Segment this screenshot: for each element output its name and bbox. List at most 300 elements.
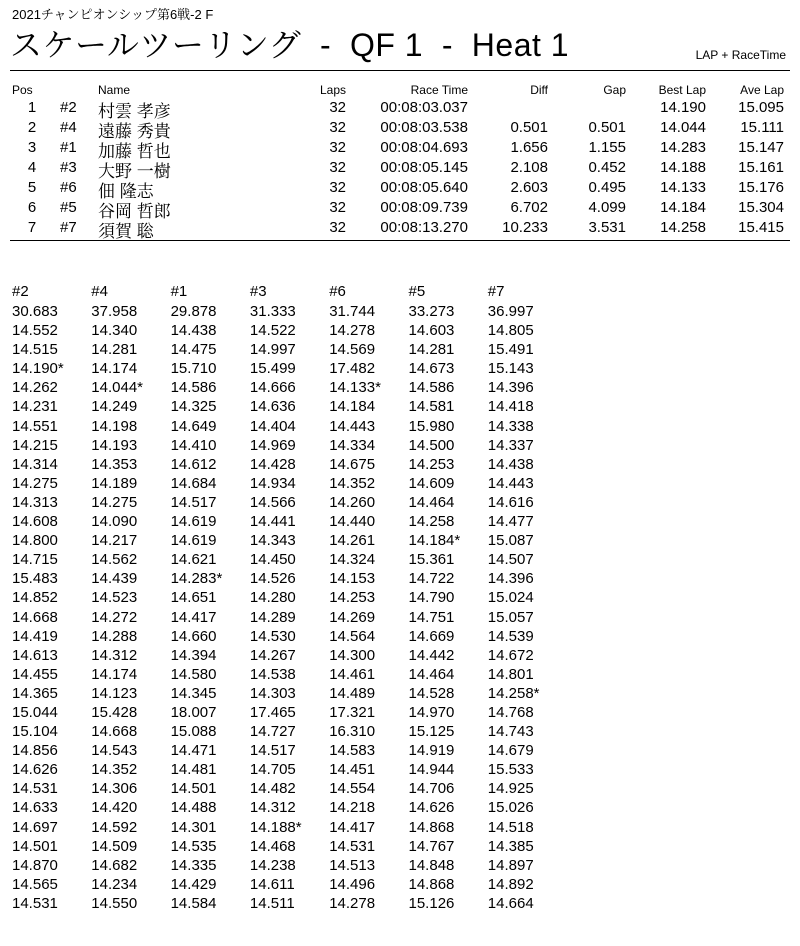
lap-time: 14.441 (249, 513, 296, 531)
result-car-no: #7 (60, 219, 77, 236)
lap-time: 15.483 (12, 570, 58, 588)
lap-time: 14.664 (487, 894, 534, 912)
lap-time: 14.464 (408, 665, 455, 683)
result-pos: 3 (27, 139, 37, 156)
lap-time: 14.673 (408, 360, 455, 378)
lap-time: 15.428 (91, 703, 138, 721)
lap-time: 14.314 (12, 455, 58, 473)
result-driver-name: 佃 隆志 (98, 182, 154, 201)
lap-time: 14.281 (91, 341, 138, 359)
lap-time: 14.697 (12, 818, 58, 836)
lap-time: 33.273 (408, 303, 455, 320)
lap-time: 14.619 (170, 513, 217, 531)
result-laps: 32 (329, 139, 346, 156)
lap-time: 14.394 (170, 646, 217, 664)
lap-time: 14.581 (408, 398, 455, 416)
lap-time: 14.215 (12, 436, 58, 454)
event-subtitle: 2021チャンピオンシップ第6戦-2 F (12, 7, 214, 22)
lap-time: 14.338 (487, 417, 534, 435)
result-race-time: 00:08:03.037 (380, 99, 468, 116)
result-pos: 4 (27, 159, 37, 176)
lap-column (12, 281, 92, 913)
result-pos: 1 (27, 99, 37, 116)
lap-time: 14.429 (170, 875, 217, 893)
col-gap: Gap (603, 83, 626, 97)
lap-time: 14.925 (487, 780, 534, 798)
result-gap: 1.155 (588, 139, 626, 156)
lap-time: 14.303 (249, 684, 296, 702)
lap-time: 14.238 (249, 856, 296, 874)
lap-time: 14.489 (329, 684, 376, 702)
lap-time: 14.535 (170, 837, 217, 855)
lap-column (250, 281, 330, 913)
lap-time: 14.468 (249, 837, 296, 855)
lap-time: 14.586 (170, 379, 217, 397)
lap-time: 14.281 (408, 341, 455, 359)
lap-time: 18.007 (170, 703, 217, 721)
result-ave-lap: 15.415 (738, 219, 784, 236)
result-laps: 32 (329, 219, 346, 236)
lap-time: 14.633 (12, 799, 58, 817)
result-diff: 2.603 (510, 179, 548, 196)
lap-time: 14.526 (249, 570, 296, 588)
result-row (0, 219, 800, 239)
lap-time: 14.261 (329, 532, 376, 550)
lap-time: 14.649 (170, 417, 217, 435)
lap-time: 14.471 (170, 742, 217, 760)
lap-time: 37.958 (91, 303, 138, 320)
result-diff: 6.702 (510, 199, 548, 216)
result-pos: 2 (27, 119, 37, 136)
lap-time: 14.660 (170, 627, 217, 645)
lap-time: 14.475 (170, 341, 217, 359)
lap-column-car-no: #3 (249, 283, 267, 300)
result-laps: 32 (329, 179, 346, 196)
result-row (0, 139, 800, 159)
lap-time: 14.288 (91, 627, 138, 645)
lap-time: 14.217 (91, 532, 138, 550)
lap-time: 15.044 (12, 703, 58, 721)
lap-time: 14.969 (249, 436, 296, 454)
result-diff: 10.233 (502, 219, 548, 236)
lap-time: 14.044* (91, 379, 144, 397)
result-laps: 32 (329, 99, 346, 116)
lap-column (409, 281, 489, 913)
lap-time: 14.805 (487, 322, 534, 340)
lap-time: 14.482 (249, 780, 296, 798)
lap-time: 30.683 (12, 303, 58, 320)
lap-time: 14.626 (408, 799, 455, 817)
lap-time: 14.564 (329, 627, 376, 645)
lap-time: 14.970 (408, 703, 455, 721)
lap-time: 14.269 (329, 608, 376, 626)
lap-column-car-no: #4 (91, 283, 108, 300)
result-car-no: #1 (60, 139, 77, 156)
result-driver-name: 大野 一樹 (98, 162, 171, 181)
lap-time: 14.488 (170, 799, 217, 817)
lap-time: 14.324 (329, 551, 376, 569)
lap-time: 14.325 (170, 398, 217, 416)
lap-time: 14.258 (408, 513, 455, 531)
lap-time: 14.509 (91, 837, 138, 855)
lap-time: 14.566 (249, 493, 296, 511)
lap-time: 14.523 (91, 589, 138, 607)
lap-time: 14.507 (487, 551, 534, 569)
lap-time: 14.438 (170, 322, 217, 340)
lap-time: 14.613 (12, 646, 58, 664)
lap-time: 14.684 (170, 474, 217, 492)
lap-time: 14.174 (91, 665, 138, 683)
lap-time: 14.258* (487, 684, 540, 702)
lap-time: 14.531 (12, 780, 58, 798)
lap-time: 14.856 (12, 742, 58, 760)
lap-time: 14.501 (170, 780, 217, 798)
col-ave-lap: Ave Lap (740, 83, 784, 97)
result-best-lap: 14.184 (660, 199, 706, 216)
col-laps: Laps (319, 83, 346, 97)
col-best-lap: Best Lap (658, 83, 706, 97)
lap-time: 14.768 (487, 703, 534, 721)
lap-time: 14.440 (329, 513, 376, 531)
lap-time: 14.438 (487, 455, 534, 473)
lap-time: 14.123 (91, 684, 138, 702)
result-car-no: #2 (60, 99, 77, 116)
lap-time: 14.450 (249, 551, 296, 569)
result-ave-lap: 15.111 (740, 119, 784, 136)
lap-time: 14.477 (487, 513, 534, 531)
lap-time: 14.300 (329, 646, 376, 664)
result-race-time: 00:08:03.538 (380, 119, 468, 136)
result-ave-lap: 15.176 (738, 179, 784, 196)
lap-time: 14.396 (487, 379, 534, 397)
lap-time: 14.944 (408, 761, 455, 779)
lap-time: 14.340 (91, 322, 138, 340)
lap-time: 15.088 (170, 723, 217, 741)
lap-column-car-no: #1 (170, 283, 188, 300)
lap-time: 14.668 (91, 723, 138, 741)
lap-time: 14.531 (329, 837, 376, 855)
result-ave-lap: 15.095 (738, 99, 784, 116)
lap-time: 14.586 (408, 379, 455, 397)
lap-time: 14.439 (91, 570, 138, 588)
result-laps: 32 (329, 119, 346, 136)
result-car-no: #6 (60, 179, 77, 196)
lap-time: 14.343 (249, 532, 296, 550)
lap-time: 14.848 (408, 856, 455, 874)
lap-time: 14.312 (249, 799, 296, 817)
lap-time: 14.231 (12, 398, 58, 416)
lap-time: 14.565 (12, 875, 58, 893)
lap-time: 14.345 (170, 684, 217, 702)
lap-time: 14.234 (91, 875, 138, 893)
lap-time: 15.499 (249, 360, 296, 378)
result-best-lap: 14.044 (660, 119, 706, 136)
lap-time: 31.333 (249, 303, 296, 320)
lap-time: 16.310 (329, 723, 376, 741)
lap-time: 14.580 (170, 665, 217, 683)
result-row (0, 119, 800, 139)
result-best-lap: 14.190 (660, 99, 706, 116)
lap-time: 15.057 (487, 608, 534, 626)
lap-time: 14.892 (487, 875, 534, 893)
lap-time: 15.980 (408, 417, 455, 435)
lap-time: 14.278 (329, 322, 376, 340)
lap-time: 14.651 (170, 589, 217, 607)
results-top-rule (10, 70, 790, 71)
lap-time: 14.517 (170, 493, 217, 511)
lap-column-car-no: #5 (408, 283, 426, 300)
lap-time: 14.365 (12, 684, 58, 702)
lap-column (171, 281, 251, 913)
lap-time: 14.275 (91, 493, 138, 511)
lap-time: 14.404 (249, 417, 296, 435)
lap-time: 15.125 (408, 723, 455, 741)
lap-time: 14.442 (408, 646, 455, 664)
lap-time: 14.410 (170, 436, 217, 454)
lap-time: 14.451 (329, 761, 376, 779)
lap-time: 14.538 (249, 665, 296, 683)
lap-time: 14.550 (91, 894, 138, 912)
lap-time: 14.262 (12, 379, 58, 397)
lap-time: 14.353 (91, 455, 138, 473)
lap-time: 36.997 (487, 303, 534, 320)
result-driver-name: 村雲 孝彦 (98, 102, 171, 121)
result-diff: 0.501 (510, 119, 548, 136)
lap-time: 14.190* (12, 360, 64, 378)
lap-time: 14.868 (408, 818, 455, 836)
lap-time: 14.934 (249, 474, 296, 492)
lap-time: 14.184* (408, 532, 461, 550)
results-bottom-rule (10, 240, 790, 241)
lap-time: 14.306 (91, 780, 138, 798)
lap-time: 14.679 (487, 742, 534, 760)
result-gap: 3.531 (588, 219, 626, 236)
lap-time: 14.189 (91, 474, 138, 492)
lap-time: 17.321 (329, 703, 376, 721)
result-car-no: #4 (60, 119, 77, 136)
lap-time: 14.852 (12, 589, 58, 607)
lap-time: 14.419 (12, 627, 58, 645)
lap-time: 17.482 (329, 360, 376, 378)
lap-time: 14.722 (408, 570, 455, 588)
lap-time: 14.608 (12, 513, 58, 531)
lap-time: 14.543 (91, 742, 138, 760)
lap-time: 14.584 (170, 894, 217, 912)
lap-time: 14.552 (12, 322, 58, 340)
lap-time: 14.569 (329, 341, 376, 359)
lap-time: 14.443 (487, 474, 534, 492)
lap-time: 14.767 (408, 837, 455, 855)
lap-time: 14.481 (170, 761, 217, 779)
lap-time: 14.289 (249, 608, 296, 626)
lap-time: 14.583 (329, 742, 376, 760)
lap-time: 14.528 (408, 684, 455, 702)
lap-time: 14.417 (170, 608, 217, 626)
lap-time: 14.666 (249, 379, 296, 397)
result-best-lap: 14.283 (660, 139, 706, 156)
lap-time: 14.090 (91, 513, 138, 531)
lap-column (488, 281, 568, 913)
lap-time: 14.609 (408, 474, 455, 492)
lap-time: 14.997 (249, 341, 296, 359)
lap-time: 15.533 (487, 761, 534, 779)
lap-time: 14.682 (91, 856, 138, 874)
lap-time: 14.672 (487, 646, 534, 664)
lap-time: 15.104 (12, 723, 58, 741)
result-row (0, 179, 800, 199)
result-row (0, 99, 800, 119)
col-race-time: Race Time (410, 83, 468, 97)
lap-time: 31.744 (329, 303, 376, 320)
lap-time: 14.455 (12, 665, 58, 683)
lap-time: 14.500 (408, 436, 455, 454)
result-gap: 4.099 (588, 199, 626, 216)
lap-time: 14.267 (249, 646, 296, 664)
result-gap: 0.501 (588, 119, 626, 136)
result-ave-lap: 15.147 (738, 139, 784, 156)
lap-time: 15.710 (170, 360, 217, 378)
page-title: スケールツーリング - QF 1 - Heat 1 (10, 27, 570, 63)
lap-time: 14.539 (487, 627, 534, 645)
lap-time: 14.461 (329, 665, 376, 683)
result-race-time: 00:08:05.145 (380, 159, 468, 176)
lap-time: 14.283* (170, 570, 223, 588)
lap-time: 14.501 (12, 837, 58, 855)
lap-time: 14.800 (12, 532, 58, 550)
lap-time: 14.636 (249, 398, 296, 416)
result-gap: 0.495 (588, 179, 626, 196)
lap-time: 14.218 (329, 799, 376, 817)
lap-time: 15.126 (408, 894, 455, 912)
result-driver-name: 須賀 聡 (98, 222, 154, 241)
lap-time: 14.616 (487, 493, 534, 511)
lap-time: 14.464 (408, 493, 455, 511)
lap-time: 14.337 (487, 436, 534, 454)
lap-time: 14.562 (91, 551, 138, 569)
lap-time: 14.301 (170, 818, 217, 836)
col-name: Name (98, 83, 131, 97)
lap-time: 15.024 (487, 589, 534, 607)
lap-time: 14.418 (487, 398, 534, 416)
lap-time: 14.420 (91, 799, 138, 817)
result-row (0, 159, 800, 179)
result-car-no: #5 (60, 199, 77, 216)
lap-time: 14.313 (12, 493, 58, 511)
lap-time: 14.531 (12, 894, 58, 912)
lap-time: 14.551 (12, 417, 58, 435)
lap-time: 14.522 (249, 322, 296, 340)
lap-time: 14.133* (329, 379, 381, 397)
lap-time: 14.870 (12, 856, 58, 874)
lap-time: 14.417 (329, 818, 376, 836)
lap-time: 14.727 (249, 723, 296, 741)
lap-time: 15.143 (487, 360, 534, 378)
lap-time: 14.705 (249, 761, 296, 779)
result-race-time: 00:08:05.640 (380, 179, 468, 196)
lap-time: 15.026 (487, 799, 534, 817)
lap-time: 14.174 (91, 360, 138, 378)
lap-time: 14.513 (329, 856, 376, 874)
lap-time: 14.621 (170, 551, 217, 569)
result-race-time: 00:08:04.693 (380, 139, 468, 156)
result-car-no: #3 (60, 159, 77, 176)
result-pos: 5 (27, 179, 37, 196)
lap-time: 14.385 (487, 837, 534, 855)
lap-time: 14.517 (249, 742, 296, 760)
lap-time: 14.198 (91, 417, 138, 435)
lap-time: 14.743 (487, 723, 534, 741)
lap-time: 14.715 (12, 551, 58, 569)
lap-time: 14.751 (408, 608, 455, 626)
result-gap: 0.452 (588, 159, 626, 176)
lap-time: 14.352 (329, 474, 376, 492)
lap-time: 14.919 (408, 742, 455, 760)
lap-column-car-no: #7 (487, 283, 505, 300)
lap-time: 14.335 (170, 856, 217, 874)
result-best-lap: 14.188 (660, 159, 706, 176)
col-pos: Pos (12, 83, 33, 97)
lap-column (329, 281, 409, 913)
lap-time: 14.428 (249, 455, 296, 473)
lap-column-car-no: #2 (12, 283, 29, 300)
lap-time: 14.530 (249, 627, 296, 645)
lap-time: 14.603 (408, 322, 455, 340)
lap-time: 14.668 (12, 608, 58, 626)
result-row (0, 199, 800, 219)
lap-time: 14.253 (329, 589, 376, 607)
lap-time: 14.443 (329, 417, 376, 435)
lap-time: 14.184 (329, 398, 376, 416)
lap-time: 14.272 (91, 608, 138, 626)
lap-time: 14.626 (12, 761, 58, 779)
result-driver-name: 谷岡 哲郎 (98, 202, 171, 221)
lap-time: 14.515 (12, 341, 58, 359)
lap-time: 14.278 (329, 894, 376, 912)
result-driver-name: 遠藤 秀貴 (98, 122, 171, 141)
lap-time: 14.897 (487, 856, 534, 874)
result-race-time: 00:08:09.739 (380, 199, 468, 216)
result-pos: 6 (27, 199, 37, 216)
lap-time: 14.153 (329, 570, 376, 588)
result-laps: 32 (329, 199, 346, 216)
lap-time: 14.801 (487, 665, 534, 683)
lap-time: 14.612 (170, 455, 217, 473)
result-driver-name: 加藤 哲也 (98, 142, 171, 161)
lap-time: 14.669 (408, 627, 455, 645)
lap-time: 14.611 (249, 875, 295, 893)
lap-time: 14.396 (487, 570, 534, 588)
lap-time: 14.193 (91, 436, 138, 454)
result-diff: 1.656 (510, 139, 548, 156)
lap-time: 14.275 (12, 474, 58, 492)
result-pos: 7 (27, 219, 37, 236)
lap-time: 15.361 (408, 551, 455, 569)
lap-time: 14.706 (408, 780, 455, 798)
result-ave-lap: 15.161 (738, 159, 784, 176)
lap-time: 14.675 (329, 455, 376, 473)
lap-time: 14.619 (170, 532, 217, 550)
lap-time: 14.260 (329, 493, 376, 511)
lap-time: 14.188* (249, 818, 302, 836)
lap-time: 14.790 (408, 589, 455, 607)
lap-time: 14.352 (91, 761, 138, 779)
lap-column (91, 281, 171, 913)
lap-time: 14.312 (91, 646, 138, 664)
lap-time: 14.280 (249, 589, 296, 607)
result-race-time: 00:08:13.270 (380, 219, 468, 236)
lap-time: 14.592 (91, 818, 138, 836)
lap-time: 14.334 (329, 436, 376, 454)
